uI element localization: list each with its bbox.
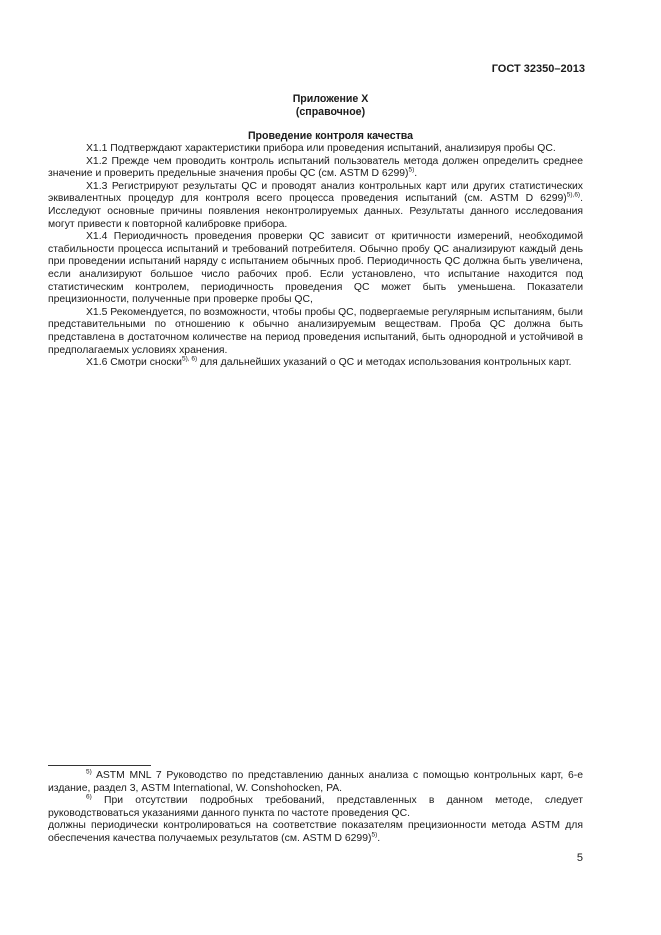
footnote-6 (48, 795, 583, 820)
footnote-separator (48, 765, 151, 766)
paragraph-text: X1.1 Подтверждают характеристики прибора или проведения испытаний, анализируя пробы QC. (86, 143, 556, 154)
page-number: 5 (576, 852, 583, 864)
paragraph-text-tail: . (414, 168, 418, 180)
document-header-code: ГОСТ 32350–2013 (491, 63, 585, 75)
footnote-mark: 5) (86, 768, 92, 776)
footnotes (48, 770, 583, 846)
paragraph-x1-1 (48, 143, 583, 156)
footnote-text: При отсутствии подробных требований, представленных в данном методе, следует руководствоваться указаниями данного пункта по частоте проведения QC. (48, 795, 583, 819)
paragraph-x1-3 (48, 181, 583, 231)
paragraph-text-tail: для дальнейших указаний о QC и методах использования контрольных карт. (197, 357, 572, 369)
annex-heading (0, 93, 661, 119)
annex-subtitle: (справочное) (295, 106, 366, 118)
footnote-text: должны периодически контролироваться на соответствие показателям прецизионности метода ASTM для обеспечения качества получаемых результатов (см. ASTM D 6299) (48, 820, 583, 844)
paragraph-x1-5 (48, 307, 583, 357)
footnote-ref: 5) (408, 166, 415, 174)
paragraph-text: X1.5 Рекомендуется, по возможности, чтобы пробы QC, подвергаемые регулярным испытаниям, были представительными по отношению к обычно анализируемым веществам. Проба QC должна быть представлена в достаточном количестве на период проведения испытаний, быть однородной и устойчивой в предполагаемых условиях хранения. (48, 306, 583, 356)
paragraph-x1-4 (48, 231, 583, 307)
annex-title: Приложение X (292, 93, 369, 105)
paragraph-text: X1.4 Периодичность проведения проверки QC зависит от критичности измерений, необходимой стабильности процесса испытаний и требований потребителя. Обычно пробу QC анализируют каждый день при проведении испытаний наряду с испытанием обычных проб. Периодичность QC должна быть увеличена, если анализируют большое число рабочих проб. Если установлено, что испытание находится под статистическим контролем, периодичность проведения QC может быть уменьшена. Показатели прецизионности, полученные при проверке пробы QC, (48, 231, 583, 306)
footnote-text: ASTM MNL 7 Руководство по представлению данных анализа с помощью контрольных карт, 6-е издание, раздел 3, ASTM International, W. Conshohocken, PA. (48, 770, 583, 794)
section-title: Проведение контроля качества (247, 130, 414, 142)
footnote-mark: 6) (86, 793, 92, 801)
paragraph-text: X1.6 Смотри сноски (86, 357, 182, 369)
footnote-ref: 5), 6) (181, 355, 198, 363)
paragraph-text: X1.3 Регистрируют результаты QC и проводят анализ контрольных карт или других статистических эквивалентных процедур для контроля всего процесса проведения испытаний (см. ASTM D 6299) (48, 180, 583, 205)
paragraph-x1-2 (48, 156, 583, 181)
paragraph-text: X1.2 Прежде чем проводить контроль испытаний пользователь метода должен определить среднее значение и проверить предельные значения пробы QC (см. ASTM D 6299) (48, 155, 583, 180)
footnote-continuation (48, 820, 583, 845)
footnote-ref: 5),6) (566, 191, 581, 199)
paragraph-text-tail: . Исследуют основные причины появления неконтролируемых данных. Результаты данного исследования могут привести к повторной калибровке прибора. (48, 193, 583, 230)
footnote-ref: 5) (371, 831, 378, 839)
paragraph-x1-6 (48, 357, 583, 370)
document-body (48, 143, 583, 370)
footnote-text-tail: . (377, 832, 381, 844)
footnote-5 (48, 770, 583, 795)
